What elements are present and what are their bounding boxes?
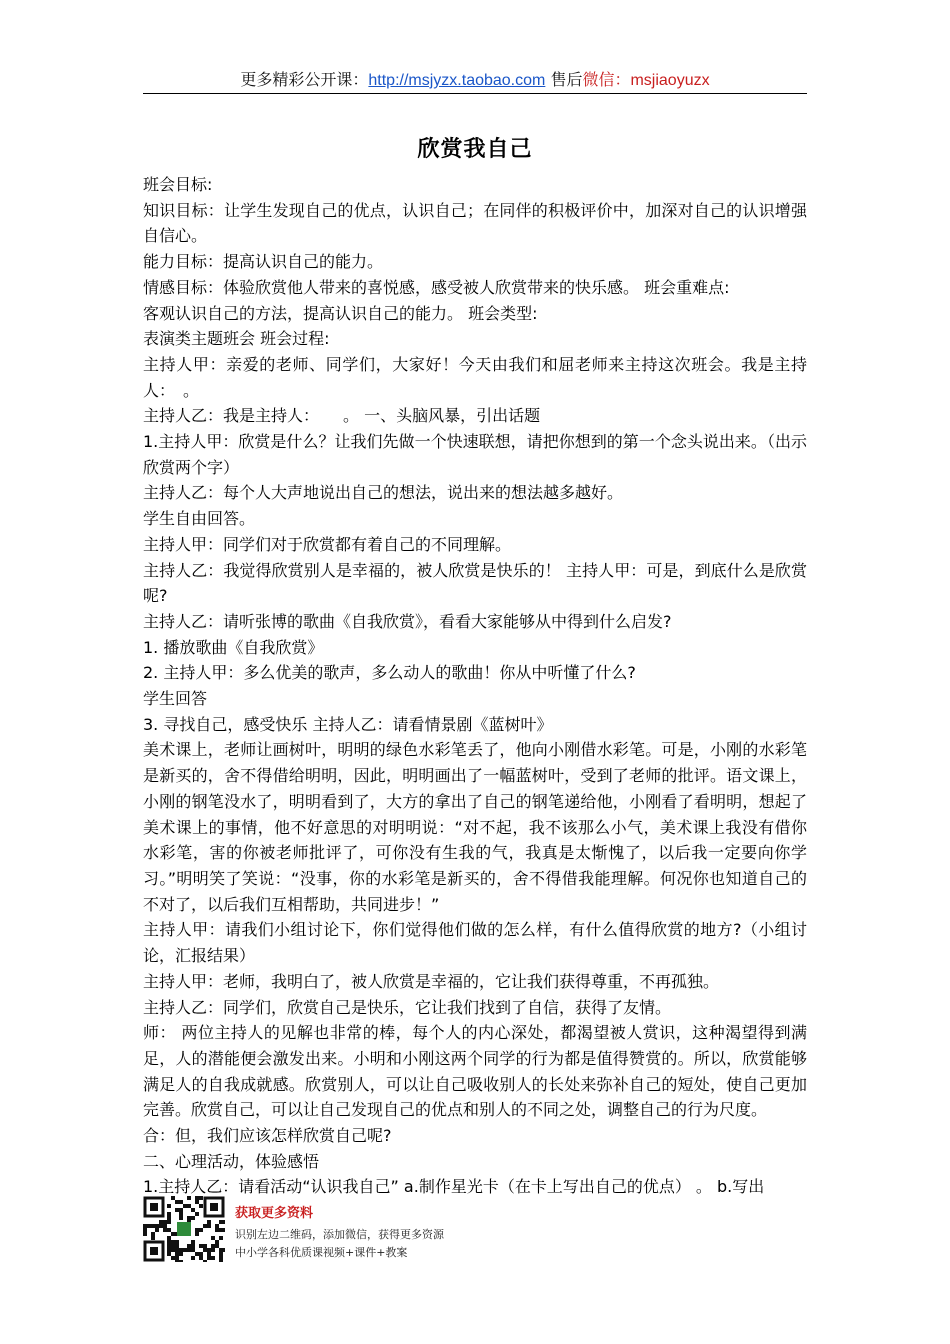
paragraph: 主持人乙：我觉得欣赏别人是幸福的，被人欣赏是快乐的！ 主持人甲：可是，到底什么是欣赏呢?	[143, 560, 807, 606]
footer-line-2: 中小学各科优质课视频+课件+教案	[235, 1246, 408, 1259]
header-wechat-label: 微信：	[582, 70, 631, 89]
paragraph: 学生回答	[143, 689, 208, 709]
paragraph: 主持人乙：同学们，欣赏自己是快乐，它让我们找到了自信，获得了友情。	[143, 997, 672, 1017]
page-header	[143, 68, 807, 93]
paragraph: 主持人甲：老师，我明白了，被人欣赏是幸福的，它让我们获得尊重，不再孤独。	[143, 971, 720, 991]
paragraph: 1.主持人乙：请看活动“认识我自己” a.制作星光卡（在卡上写出自己的优点） 。 b.写出	[143, 1177, 765, 1197]
paragraph: 主持人乙：我是主持人： 。 一、头脑风暴，引出话题	[143, 406, 541, 426]
paragraph: 知识目标：让学生发现自己的优点，认识自己；在同伴的积极评价中，加深对自己的认识增强自信心。	[143, 200, 807, 246]
paragraph: 2. 主持人甲：多么优美的歌声，多么动人的歌曲！你从中听懂了什么?	[143, 663, 636, 683]
document-body	[143, 172, 807, 1200]
header-wechat-id: msjiaoyuzx	[630, 72, 710, 89]
document-title: 欣赏我自己	[417, 137, 533, 162]
taobao-link[interactable]: http://msjyzx.taobao.com	[368, 72, 546, 89]
paragraph: 情感目标：体验欣赏他人带来的喜悦感，感受被人欣赏带来的快乐感。 班会重难点:	[143, 277, 730, 297]
paragraph: 主持人乙：每个人大声地说出自己的想法，说出来的想法越多越好。	[143, 483, 624, 503]
paragraph: 合：但，我们应该怎样欣赏自己呢?	[143, 1126, 392, 1146]
header-prefix: 更多精彩公开课：	[240, 70, 369, 89]
paragraph: 能力目标：提高认识自己的能力。	[143, 252, 384, 272]
paragraph: 美术课上，老师让画树叶，明明的绿色水彩笔丢了，他向小刚借水彩笔。可是，小刚的水彩笔是新买的，舍不得借给明明，因此，明明画出了一幅蓝树叶，受到了老师的批评。语文课上，小刚的钢笔没水了，明明看到了，大方的拿出了自己的钢笔递给他，小刚看了看明明，想起了美术课上的事情，他不好意思的对明明说：“对不起，我不该那么小气，美术课上我没有借你水彩笔，害的你被老师批评了，可你没有生我的气，我真是太惭愧了，以后我一定要向你学习。”明明笑了笑说：“没事，你的水彩笔是新买的，舍不得借我能理解。何况你也知道自己的不对了，以后我们互相帮助，共同进步！”	[143, 740, 807, 914]
paragraph: 表演类主题班会 班会过程:	[143, 329, 330, 349]
paragraph: 主持人甲：请我们小组讨论下，你们觉得他们做的怎么样，有什么值得欣赏的地方?（小组讨论，汇报结果）	[143, 920, 807, 966]
paragraph: 3. 寻找自己，感受快乐 主持人乙：请看情景剧《蓝树叶》	[143, 714, 553, 734]
paragraph: 班会目标:	[143, 175, 213, 194]
paragraph: 1.主持人甲：欣赏是什么？让我们先做一个快速联想，请把你想到的第一个念头说出来。（出示欣赏两个字）	[143, 432, 807, 477]
paragraph: 1. 播放歌曲《自我欣赏》	[143, 637, 324, 657]
paragraph: 二、心理活动，体验感悟	[143, 1151, 320, 1171]
header-after: 售后	[545, 70, 583, 89]
header-divider	[143, 93, 807, 94]
paragraph: 主持人甲：亲爱的老师、同学们，大家好！今天由我们和屈老师来主持这次班会。我是主持人： 。	[143, 354, 807, 400]
paragraph: 师： 两位主持人的见解也非常的棒，每个人的内心深处，都渴望被人赏识，这种渴望得到满足，人的潜能便会激发出来。小明和小刚这两个同学的行为都是值得赞赏的。所以，欣赏能够满足人的自我成就感。欣赏别人，可以让自己吸收别人的长处来弥补自己的短处，使自己更加完善。欣赏自己，可以让自己发现自己的优点和别人的不同之处，调整自己的行为尺度。	[143, 1023, 807, 1120]
footer-promo	[143, 1196, 543, 1266]
footer-line-1: 识别左边二维码，添加微信，获得更多资源	[235, 1228, 444, 1241]
paragraph: 主持人乙：请听张博的歌曲《自我欣赏》，看看大家能够从中得到什么启发?	[143, 611, 672, 631]
qr-code-icon	[143, 1196, 225, 1262]
paragraph: 学生自由回答。	[143, 509, 256, 529]
footer-title: 获取更多资料	[235, 1206, 314, 1221]
paragraph: 主持人甲：同学们对于欣赏都有着自己的不同理解。	[143, 534, 512, 554]
paragraph: 客观认识自己的方法，提高认识自己的能力。 班会类型:	[143, 303, 538, 323]
